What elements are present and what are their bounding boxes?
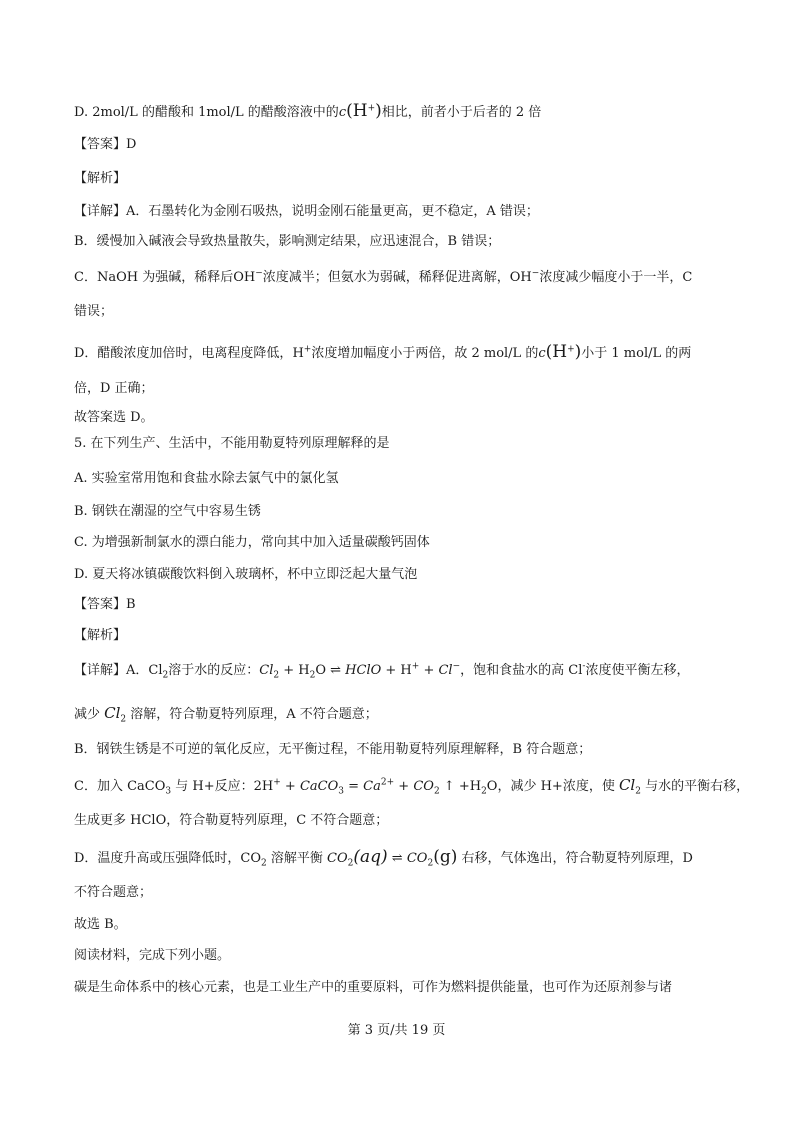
subscript: 3 xyxy=(165,786,172,797)
subscript: 2 xyxy=(309,670,316,681)
formula-co: CO xyxy=(406,851,428,866)
formula-caco: CaCO xyxy=(299,779,339,794)
subscript: 2 xyxy=(273,670,280,681)
formula-h: + H xyxy=(279,663,310,678)
final-answer-5: 故选 B。 xyxy=(74,917,127,932)
formula-plus: + xyxy=(280,779,300,794)
formula-h: (H xyxy=(545,342,568,362)
text-segment: 浓度减半；但氨水为弱碱，稀释促进离解， xyxy=(262,270,510,285)
text-segment: 与水的平衡右移， xyxy=(640,779,750,794)
formula-co: CO xyxy=(413,779,434,794)
formula-aq: (aq) xyxy=(353,847,388,867)
text-segment: C．NaOH 为强碱，稀释后 xyxy=(74,270,234,285)
answer-label: 【答案】D xyxy=(74,137,137,152)
formula-h: + H xyxy=(381,663,412,678)
formula-eq: = xyxy=(344,779,364,794)
subscript: 2 xyxy=(433,786,440,797)
formula-c: c xyxy=(538,346,546,361)
formula-o: O ⇌ xyxy=(315,663,346,678)
subscript: 2 xyxy=(162,670,169,681)
detail-d xyxy=(74,342,724,364)
formula-cl: Cl xyxy=(104,704,121,722)
formula-plus: + xyxy=(419,663,439,678)
option-d: D. 夏天将冰镇碳酸饮料倒入玻璃杯，杯中立即泛起大量气泡 xyxy=(74,567,418,582)
detail-c-q5-cont: 生成更多 HClO，符合勒夏特列原理，C 不符合题意； xyxy=(74,813,389,828)
formula-h: H xyxy=(292,346,304,361)
superscript: - xyxy=(582,661,586,672)
reading-instruction: 阅读材料，完成下列小题。 xyxy=(74,948,231,963)
formula-gas: ↑ +H xyxy=(439,779,482,794)
formula-cl: Cl xyxy=(618,776,636,794)
superscript: 2+ xyxy=(380,777,395,788)
detail-b: B．缓慢加入碱液会导致热量散失，影响测定结果，应迅速混合，B 错误； xyxy=(74,234,501,249)
superscript: + xyxy=(273,777,281,788)
superscript: + xyxy=(411,661,420,672)
formula-plus: + xyxy=(394,779,414,794)
formula-c: c xyxy=(338,105,347,120)
text-segment: ，饱和食盐水的高 Cl xyxy=(460,663,583,678)
formula-cl: Cl xyxy=(438,663,453,678)
detail-d-q5-cont: 不符合题意； xyxy=(74,885,153,900)
reading-paragraph: 碳是生命体系中的核心元素，也是工业生产中的重要原料，可作为燃料提供能量，也可作为还原剂参与诸 xyxy=(74,980,673,995)
formula-co: CO xyxy=(327,851,348,866)
answer-label: 【答案】B xyxy=(74,597,136,612)
question-5: 5. 在下列生产、生活中，不能用勒夏特列原理解释的是 xyxy=(74,436,390,451)
detail-c-q5 xyxy=(74,775,750,797)
text-segment: D．温度升高或压强降低时，CO xyxy=(74,851,262,866)
formula-ca: Ca xyxy=(363,779,381,794)
text-segment: 浓度减少幅度小于一半，C xyxy=(539,270,693,285)
option-d-line xyxy=(74,101,724,123)
text-segment: 减少 xyxy=(74,707,105,722)
subscript: 2 xyxy=(427,858,434,869)
option-c: C. 为增强新制氯水的漂白能力，常向其中加入适量碳酸钙固体 xyxy=(74,535,430,550)
subscript: 2 xyxy=(481,786,487,797)
detail-a-q5-cont xyxy=(74,703,724,725)
superscript: − xyxy=(255,268,263,279)
text-segment: 溶于水的反应： xyxy=(168,663,260,678)
detail-b-q5: B．钢铁生锈是不可逆的氧化反应，无平衡过程，不能用勒夏特列原理解释，B 符合题意； xyxy=(74,742,592,757)
text-segment: D．醋酸浓度加倍时，电离程度降低， xyxy=(74,346,293,361)
text-segment: O，减少 H+浓度，使 xyxy=(486,779,619,794)
text-segment: D. 2mol/L 的醋酸和 1mol/L 的醋酸溶液中的 xyxy=(74,105,339,120)
formula-paren: ) xyxy=(574,342,582,362)
detail-c xyxy=(74,268,724,288)
subscript: 2 xyxy=(347,858,354,869)
analysis-label: 【解析】 xyxy=(74,628,127,643)
text-segment: 浓度增加幅度小于两倍，故 2 mol/L 的 xyxy=(311,346,539,361)
formula-g: (g) xyxy=(433,847,458,867)
detail-d-cont: 倍，D 正确； xyxy=(74,381,154,396)
text-segment: 右移，气体逸出，符合勒夏特列原理，D xyxy=(457,851,693,866)
formula-h: (H xyxy=(346,101,368,121)
final-answer-4: 故答案选 D。 xyxy=(74,410,154,425)
formula-hclo: HClO xyxy=(345,663,382,678)
text-segment: 【详解】A．Cl xyxy=(74,663,163,678)
page-footer: 第 3 页/共 19 页 xyxy=(347,1023,446,1038)
option-b: B. 钢铁在潮湿的空气中容易生锈 xyxy=(74,504,261,519)
text-segment: 浓度使平衡左移， xyxy=(585,663,690,678)
analysis-label: 【解析】 xyxy=(74,171,127,186)
formula-eq: ⇌ xyxy=(387,851,407,866)
detail-a-q5 xyxy=(74,661,724,681)
subscript: 2 xyxy=(635,786,641,797)
text-segment: 与 H+反应：2H xyxy=(171,779,274,794)
option-a: A. 实验室常用饱和食盐水除去氯气中的氯化氢 xyxy=(74,471,339,486)
superscript: + xyxy=(303,344,312,355)
formula-oh: OH xyxy=(233,270,256,285)
text-segment: 溶解平衡 xyxy=(266,851,328,866)
text-segment: 小于 1 mol/L 的两 xyxy=(581,346,692,361)
text-segment: 相比，前者小于后者的 2 倍 xyxy=(381,105,542,120)
text-segment: 溶解，符合勒夏特列原理，A 不符合题意； xyxy=(126,707,378,722)
superscript: + xyxy=(367,103,376,114)
subscript: 2 xyxy=(120,714,127,725)
detail-a: 【详解】A．石墨转化为金刚石吸热，说明金刚石能量更高，更不稳定，A 错误； xyxy=(74,204,539,219)
superscript: − xyxy=(531,268,540,279)
subscript: 2 xyxy=(261,858,267,869)
formula-paren: ) xyxy=(375,101,382,121)
superscript: + xyxy=(567,344,575,355)
formula-cl: Cl xyxy=(259,663,274,678)
formula-oh: OH xyxy=(509,270,532,285)
detail-d-q5 xyxy=(74,847,724,869)
text-segment: C．加入 CaCO xyxy=(74,779,166,794)
subscript: 3 xyxy=(338,786,344,797)
detail-c-cont: 错误； xyxy=(74,304,114,319)
superscript: − xyxy=(452,661,461,672)
